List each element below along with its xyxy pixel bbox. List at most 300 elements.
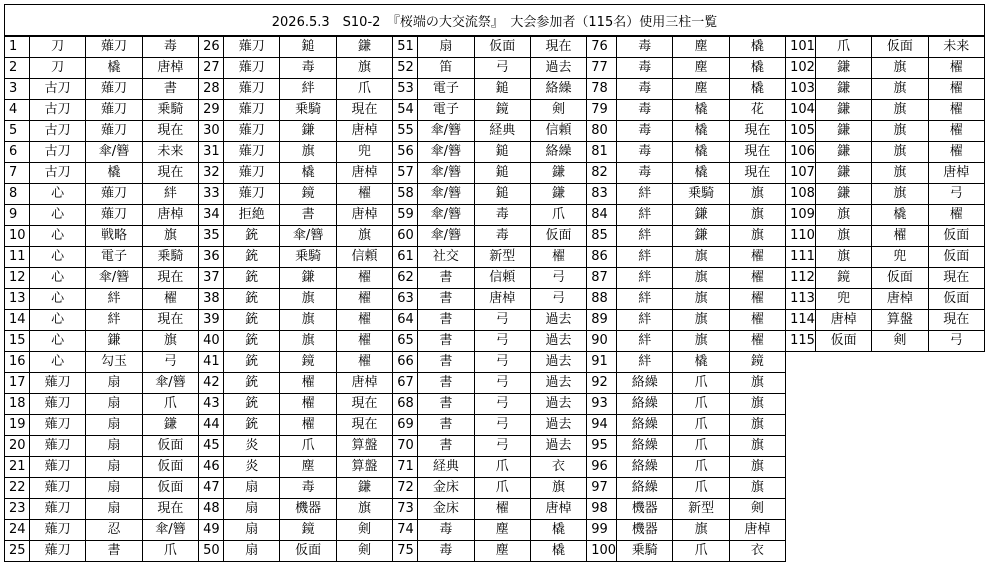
pillar-cell: 爪 [673, 415, 729, 436]
pillar-cell: 爪 [474, 457, 530, 478]
pillar-cell: 毒 [617, 142, 673, 163]
pillar-cell: 鎌 [530, 163, 586, 184]
empty-cell [928, 373, 984, 394]
pillar-cell: 銃 [224, 226, 280, 247]
table-row [5, 331, 985, 352]
pillar-cell: 扇 [86, 499, 142, 520]
pillar-cell: 仮面 [928, 226, 984, 247]
empty-cell [786, 415, 816, 436]
entry-number: 65 [393, 331, 418, 352]
pillar-cell: 心 [29, 184, 85, 205]
entry-number: 50 [199, 541, 224, 562]
pillar-cell: 薙刀 [86, 79, 142, 100]
empty-cell [815, 520, 871, 541]
pillar-cell: 傘/簪 [142, 520, 198, 541]
pillar-cell: 書 [418, 436, 474, 457]
pillar-cell: 絡繰 [530, 79, 586, 100]
pillar-cell: 弓 [142, 352, 198, 373]
pillar-cell: 銃 [224, 415, 280, 436]
pillar-cell: 旗 [729, 373, 785, 394]
table-row [5, 436, 985, 457]
empty-cell [928, 541, 984, 562]
pillar-cell: 仮面 [928, 247, 984, 268]
pillar-cell: 薙刀 [86, 100, 142, 121]
entry-number: 104 [786, 100, 816, 121]
pillar-cell: 機器 [617, 499, 673, 520]
empty-cell [872, 457, 928, 478]
pillar-cell: 銃 [224, 331, 280, 352]
pillar-cell: 仮面 [872, 37, 928, 58]
pillar-cell: 鏡 [280, 520, 336, 541]
entry-number: 12 [5, 268, 30, 289]
pillar-cell: 銃 [224, 352, 280, 373]
pillar-cell: 絡繰 [617, 436, 673, 457]
entry-number: 88 [587, 289, 617, 310]
entry-number: 111 [786, 247, 816, 268]
pillar-cell: 薙刀 [86, 205, 142, 226]
pillar-cell: 現在 [142, 163, 198, 184]
table-row [5, 142, 985, 163]
entry-number: 64 [393, 310, 418, 331]
entry-number: 71 [393, 457, 418, 478]
entry-number: 68 [393, 394, 418, 415]
pillar-cell: 弓 [474, 394, 530, 415]
pillar-cell: 薙刀 [224, 100, 280, 121]
empty-cell [815, 499, 871, 520]
pillar-cell: 橇 [673, 142, 729, 163]
table-row [5, 457, 985, 478]
table-row [5, 268, 985, 289]
table-row [5, 100, 985, 121]
pillar-cell: 旗 [729, 457, 785, 478]
pillar-cell: 爪 [673, 457, 729, 478]
pillar-cell: 兜 [815, 289, 871, 310]
pillar-cell: 仮面 [280, 541, 336, 562]
pillar-cell: 橇 [673, 100, 729, 121]
entry-number: 108 [786, 184, 816, 205]
pillar-cell: 現在 [336, 100, 392, 121]
entry-number: 101 [786, 37, 816, 58]
pillar-cell: 唐棹 [872, 289, 928, 310]
empty-cell [815, 352, 871, 373]
entry-number: 58 [393, 184, 418, 205]
pillar-cell: 傘/簪 [418, 226, 474, 247]
pillar-cell: 過去 [530, 331, 586, 352]
entry-number: 89 [587, 310, 617, 331]
pillar-cell: 銃 [224, 310, 280, 331]
pillar-cell: 電子 [418, 79, 474, 100]
pillar-cell: 炎 [224, 436, 280, 457]
table-row [5, 121, 985, 142]
pillar-cell: 銃 [224, 247, 280, 268]
pillar-cell: 旗 [280, 331, 336, 352]
pillar-cell: 毒 [617, 121, 673, 142]
pillar-cell: 弓 [474, 331, 530, 352]
pillar-cell: 鎚 [474, 184, 530, 205]
pillar-cell: 爪 [815, 37, 871, 58]
pillar-cell: 櫂 [280, 415, 336, 436]
pillar-cell: 鎌 [815, 121, 871, 142]
empty-cell [928, 478, 984, 499]
pillar-cell: 鎌 [336, 478, 392, 499]
pillar-cell: 笛 [418, 58, 474, 79]
pillar-cell: 絆 [280, 79, 336, 100]
pillar-cell: 鎚 [474, 142, 530, 163]
pillar-cell: 銃 [224, 394, 280, 415]
pillar-cell: 旗 [336, 499, 392, 520]
pillar-cell: 旗 [673, 331, 729, 352]
entry-number: 92 [587, 373, 617, 394]
pillar-cell: 旗 [872, 58, 928, 79]
pillar-cell: 書 [418, 331, 474, 352]
entry-number: 84 [587, 205, 617, 226]
empty-cell [786, 436, 816, 457]
pillar-cell: 櫂 [928, 142, 984, 163]
pillar-cell: 唐棹 [928, 163, 984, 184]
pillar-cell: 鎌 [142, 415, 198, 436]
pillar-cell: 絆 [617, 184, 673, 205]
table-row [5, 289, 985, 310]
entry-number: 30 [199, 121, 224, 142]
pillar-cell: 心 [29, 331, 85, 352]
entry-number: 110 [786, 226, 816, 247]
pillar-cell: 櫂 [280, 373, 336, 394]
participant-sheet [4, 4, 985, 562]
entry-number: 59 [393, 205, 418, 226]
entry-number: 103 [786, 79, 816, 100]
pillar-cell: 乗騎 [617, 541, 673, 562]
entry-number: 3 [5, 79, 30, 100]
pillar-cell: 弓 [928, 331, 984, 352]
pillar-cell: 鏡 [474, 100, 530, 121]
table-row [5, 415, 985, 436]
pillar-cell: 古刀 [29, 100, 85, 121]
pillar-cell: 書 [418, 394, 474, 415]
empty-cell [872, 352, 928, 373]
pillar-cell: 唐棹 [815, 310, 871, 331]
pillar-cell: 書 [418, 352, 474, 373]
entry-number: 25 [5, 541, 30, 562]
pillar-cell: 鎌 [280, 268, 336, 289]
pillar-cell: 爪 [280, 436, 336, 457]
table-row [5, 310, 985, 331]
pillar-cell: 橇 [673, 163, 729, 184]
pillar-cell: 書 [86, 541, 142, 562]
pillar-cell: 心 [29, 310, 85, 331]
pillar-cell: 爪 [142, 541, 198, 562]
entry-number: 31 [199, 142, 224, 163]
pillar-cell: 爪 [336, 79, 392, 100]
empty-cell [786, 499, 816, 520]
pillar-cell: 毒 [617, 100, 673, 121]
entry-number: 37 [199, 268, 224, 289]
empty-cell [815, 457, 871, 478]
pillar-cell: 現在 [928, 268, 984, 289]
pillar-cell: 旗 [729, 226, 785, 247]
entry-number: 74 [393, 520, 418, 541]
entry-number: 75 [393, 541, 418, 562]
entry-number: 23 [5, 499, 30, 520]
entry-number: 57 [393, 163, 418, 184]
entry-number: 14 [5, 310, 30, 331]
pillar-cell: 塵 [673, 58, 729, 79]
pillar-cell: 心 [29, 205, 85, 226]
pillar-cell: 旗 [673, 289, 729, 310]
pillar-cell: 櫂 [729, 310, 785, 331]
pillar-cell: 現在 [336, 415, 392, 436]
pillar-cell: 古刀 [29, 142, 85, 163]
pillar-cell: 旗 [729, 394, 785, 415]
pillar-cell: 旗 [872, 100, 928, 121]
pillar-cell: 橇 [729, 58, 785, 79]
pillar-cell: 絡繰 [617, 415, 673, 436]
pillar-cell: 絡繰 [617, 373, 673, 394]
pillar-cell: 櫂 [928, 121, 984, 142]
pillar-cell: 唐棹 [336, 163, 392, 184]
pillar-cell: 唐棹 [474, 289, 530, 310]
table-row [5, 163, 985, 184]
pillar-cell: 剣 [530, 100, 586, 121]
entry-number: 10 [5, 226, 30, 247]
entry-number: 5 [5, 121, 30, 142]
pillar-cell: 毒 [617, 163, 673, 184]
entry-number: 41 [199, 352, 224, 373]
pillar-cell: 櫂 [336, 352, 392, 373]
entry-number: 72 [393, 478, 418, 499]
pillar-cell: 現在 [142, 121, 198, 142]
pillar-cell: 弓 [474, 415, 530, 436]
entry-number: 113 [786, 289, 816, 310]
entry-number: 17 [5, 373, 30, 394]
pillar-cell: 鎌 [815, 142, 871, 163]
pillar-cell: 櫂 [729, 247, 785, 268]
pillar-cell: 毒 [418, 541, 474, 562]
entry-number: 115 [786, 331, 816, 352]
entry-number: 6 [5, 142, 30, 163]
pillar-cell: 旗 [530, 478, 586, 499]
empty-cell [928, 394, 984, 415]
pillar-cell: 勾玉 [86, 352, 142, 373]
pillar-cell: 戦略 [86, 226, 142, 247]
entry-number: 61 [393, 247, 418, 268]
pillar-cell: 薙刀 [86, 37, 142, 58]
pillar-cell: 古刀 [29, 79, 85, 100]
pillar-cell: 炎 [224, 457, 280, 478]
pillar-cell: 薙刀 [29, 436, 85, 457]
pillar-cell: 現在 [142, 499, 198, 520]
pillar-cell: 傘/簪 [418, 163, 474, 184]
pillar-cell: 旗 [872, 121, 928, 142]
entry-number: 105 [786, 121, 816, 142]
entry-number: 69 [393, 415, 418, 436]
table-row [5, 58, 985, 79]
pillar-cell: 毒 [280, 58, 336, 79]
entry-number: 114 [786, 310, 816, 331]
pillar-cell: 毒 [474, 205, 530, 226]
pillar-cell: 刀 [29, 58, 85, 79]
pillar-cell: 過去 [530, 373, 586, 394]
entry-number: 29 [199, 100, 224, 121]
table-row [5, 184, 985, 205]
pillar-cell: 毒 [142, 37, 198, 58]
pillar-cell: 弓 [474, 310, 530, 331]
entry-number: 28 [199, 79, 224, 100]
pillar-cell: 傘/簪 [418, 205, 474, 226]
pillar-cell: 薙刀 [29, 394, 85, 415]
table-row [5, 520, 985, 541]
pillar-cell: 旗 [872, 79, 928, 100]
pillar-cell: 書 [418, 268, 474, 289]
pillar-cell: 仮面 [474, 37, 530, 58]
pillar-cell: 傘/簪 [142, 373, 198, 394]
entry-number: 86 [587, 247, 617, 268]
pillar-cell: 櫂 [142, 289, 198, 310]
pillar-cell: 仮面 [530, 226, 586, 247]
pillar-cell: 鏡 [280, 184, 336, 205]
pillar-cell: 鎌 [815, 184, 871, 205]
pillar-cell: 経典 [474, 121, 530, 142]
pillar-cell: 扇 [224, 478, 280, 499]
empty-cell [928, 457, 984, 478]
pillar-cell: 旗 [142, 331, 198, 352]
pillar-cell: 旗 [336, 58, 392, 79]
pillar-cell: 橇 [673, 352, 729, 373]
pillar-cell: 唐棹 [336, 121, 392, 142]
entry-number: 107 [786, 163, 816, 184]
empty-cell [815, 541, 871, 562]
entry-number: 45 [199, 436, 224, 457]
empty-cell [815, 394, 871, 415]
pillar-cell: 鎌 [280, 121, 336, 142]
pillar-cell: 橇 [673, 121, 729, 142]
pillar-cell: 鎌 [86, 331, 142, 352]
empty-cell [786, 541, 816, 562]
pillar-cell: 薙刀 [29, 478, 85, 499]
pillar-cell: 忍 [86, 520, 142, 541]
pillar-cell: 鎌 [815, 79, 871, 100]
pillar-cell: 弓 [474, 436, 530, 457]
pillar-cell: 旗 [729, 436, 785, 457]
pillar-cell: 塵 [474, 520, 530, 541]
pillar-cell: 剣 [336, 520, 392, 541]
empty-cell [928, 499, 984, 520]
entry-number: 7 [5, 163, 30, 184]
pillar-cell: 傘/簪 [418, 142, 474, 163]
entry-number: 34 [199, 205, 224, 226]
entry-number: 16 [5, 352, 30, 373]
pillar-cell: 過去 [530, 352, 586, 373]
pillar-cell: 旗 [872, 142, 928, 163]
pillar-cell: 銃 [224, 268, 280, 289]
pillar-cell: 扇 [86, 457, 142, 478]
pillar-cell: 橇 [86, 163, 142, 184]
pillar-cell: 絆 [86, 310, 142, 331]
pillar-cell: 乗騎 [673, 184, 729, 205]
entry-number: 53 [393, 79, 418, 100]
entry-number: 93 [587, 394, 617, 415]
entry-number: 78 [587, 79, 617, 100]
pillar-cell: 傘/簪 [280, 226, 336, 247]
empty-cell [872, 499, 928, 520]
pillar-cell: 薙刀 [224, 184, 280, 205]
pillar-cell: 鎌 [673, 205, 729, 226]
entry-number: 95 [587, 436, 617, 457]
pillar-cell: 爪 [673, 394, 729, 415]
table-row [5, 37, 985, 58]
pillar-cell: 爪 [673, 373, 729, 394]
pillar-cell: 絡繰 [617, 478, 673, 499]
pillar-cell: 櫂 [928, 58, 984, 79]
entry-number: 48 [199, 499, 224, 520]
entry-number: 18 [5, 394, 30, 415]
pillar-cell: 仮面 [142, 457, 198, 478]
pillar-cell: 薙刀 [29, 415, 85, 436]
pillar-cell: 薙刀 [29, 520, 85, 541]
pillar-cell: 弓 [474, 58, 530, 79]
pillar-cell: 弓 [928, 184, 984, 205]
table-row [5, 541, 985, 562]
pillar-cell: 旗 [815, 205, 871, 226]
entry-number: 97 [587, 478, 617, 499]
pillar-cell: 旗 [673, 310, 729, 331]
pillar-cell: 橇 [729, 37, 785, 58]
table-row [5, 499, 985, 520]
pillar-cell: 社交 [418, 247, 474, 268]
entry-number: 46 [199, 457, 224, 478]
entry-number: 15 [5, 331, 30, 352]
table-row [5, 79, 985, 100]
empty-cell [928, 415, 984, 436]
pillar-cell: 心 [29, 289, 85, 310]
entry-number: 24 [5, 520, 30, 541]
entry-number: 106 [786, 142, 816, 163]
entry-number: 99 [587, 520, 617, 541]
entry-number: 20 [5, 436, 30, 457]
pillar-cell: 過去 [530, 394, 586, 415]
entry-number: 85 [587, 226, 617, 247]
pillar-cell: 現在 [729, 142, 785, 163]
pillar-cell: 仮面 [142, 478, 198, 499]
pillar-cell: 書 [418, 289, 474, 310]
empty-cell [928, 520, 984, 541]
entry-number: 8 [5, 184, 30, 205]
empty-cell [786, 352, 816, 373]
pillar-cell: 毒 [418, 520, 474, 541]
pillar-cell: 扇 [224, 541, 280, 562]
empty-cell [872, 394, 928, 415]
entry-number: 2 [5, 58, 30, 79]
pillar-cell: 絆 [617, 205, 673, 226]
table-row [5, 478, 985, 499]
pillar-cell: 絆 [86, 289, 142, 310]
empty-cell [928, 436, 984, 457]
pillar-cell: 櫂 [336, 331, 392, 352]
pillar-cell: 絡繰 [530, 142, 586, 163]
pillar-cell: 乗騎 [142, 100, 198, 121]
pillar-cell: 旗 [673, 247, 729, 268]
pillar-cell: 薙刀 [29, 457, 85, 478]
pillar-cell: 旗 [673, 268, 729, 289]
pillar-cell: 心 [29, 268, 85, 289]
pillar-cell: 古刀 [29, 163, 85, 184]
pillar-cell: 心 [29, 226, 85, 247]
pillar-cell: 書 [418, 373, 474, 394]
entry-number: 63 [393, 289, 418, 310]
pillar-cell: 機器 [280, 499, 336, 520]
pillar-cell: 扇 [86, 478, 142, 499]
table-row [5, 247, 985, 268]
pillar-cell: 唐棹 [729, 520, 785, 541]
